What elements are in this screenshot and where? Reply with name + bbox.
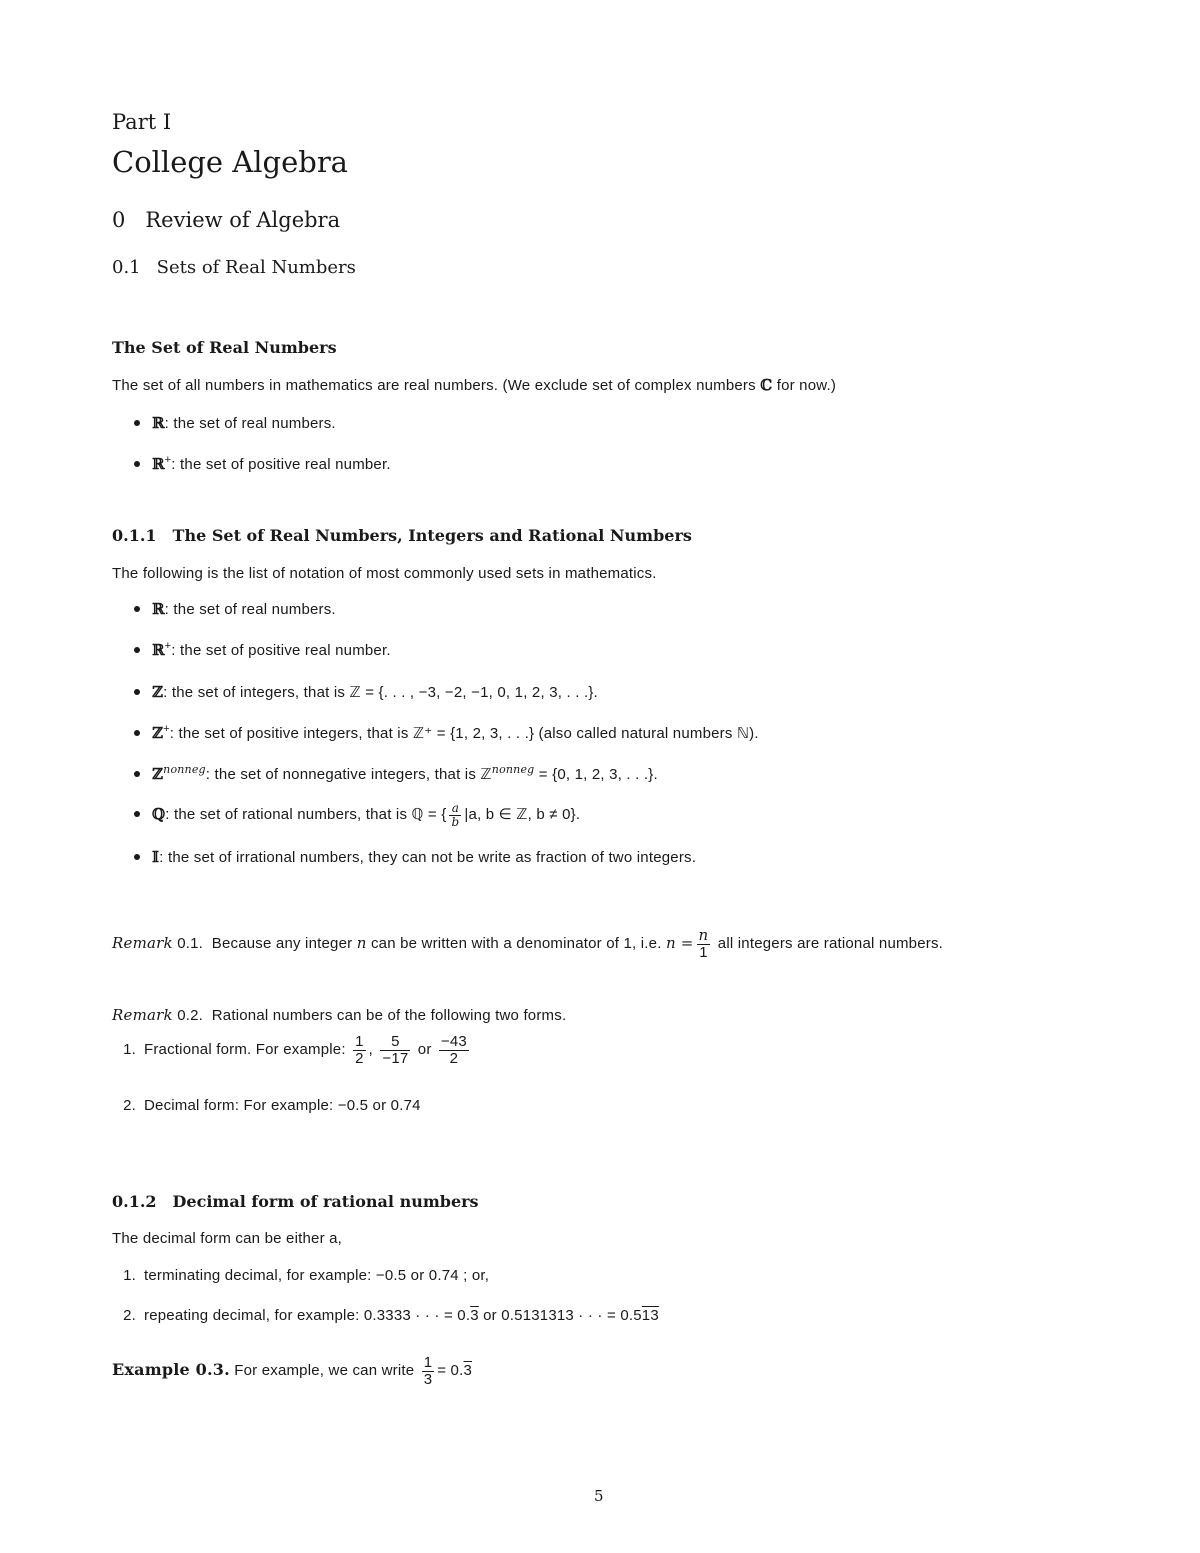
item-text: repeating decimal, for example: 0.3333 · · · = 0. xyxy=(144,1307,471,1324)
set-symbol: ℝ xyxy=(152,641,165,659)
bullet-icon xyxy=(134,647,140,653)
list-item xyxy=(134,802,580,828)
separator: , xyxy=(368,1041,373,1059)
chapter-heading xyxy=(112,208,340,232)
set-symbol: ℚ xyxy=(152,805,166,824)
part-label: Part I xyxy=(112,110,172,134)
set-symbol: ℤ xyxy=(152,765,164,783)
chapter-title: Review of Algebra xyxy=(145,208,341,232)
item-text: : the set of irrational numbers, they can not be write as fraction of two integers. xyxy=(159,849,697,866)
subsection-title: The Set of Real Numbers, Integers and Rational Numbers xyxy=(172,526,692,545)
denominator: 2 xyxy=(355,1049,364,1067)
bullet-icon xyxy=(134,730,140,736)
bullet-icon xyxy=(134,689,140,695)
remark-text: can be written with a denominator of 1, i.e. xyxy=(366,935,666,953)
item-text: Decimal form: For example: −0.5 or 0.74 xyxy=(144,1097,421,1114)
numerator: n xyxy=(698,926,709,944)
bullet-icon xyxy=(134,811,140,817)
subsection-number: 0.1.2 xyxy=(112,1192,157,1211)
numerator: 1 xyxy=(423,1354,433,1371)
list-item xyxy=(134,641,391,659)
superscript: nonneg xyxy=(491,763,535,776)
item-text: : the set of integers, that is ℤ = {. . . , −3, −2, −1, 0, 1, 2, 3, . . .}. xyxy=(163,684,598,701)
list-item xyxy=(134,724,759,742)
enum-item xyxy=(112,1034,472,1067)
subsection-intro: The decimal form can be either a, xyxy=(112,1230,343,1247)
numerator: a xyxy=(451,801,460,815)
item-text: Fractional form. For example: xyxy=(144,1041,346,1059)
denominator: −17 xyxy=(382,1049,409,1067)
remark-text: Because any integer xyxy=(211,935,357,953)
item-text: or 0.5131313 · · · = 0.5 xyxy=(478,1307,642,1324)
item-text: : the set of positive real number. xyxy=(171,456,391,473)
paragraph-intro xyxy=(112,376,836,394)
example-text: For example, we can write xyxy=(234,1362,415,1380)
list-item xyxy=(134,455,391,473)
bullet-icon xyxy=(134,854,140,860)
enum-item xyxy=(112,1097,421,1114)
item-text: terminating decimal, for example: −0.5 or 0.74 ; or, xyxy=(144,1267,490,1284)
enum-number: 2. xyxy=(123,1307,136,1324)
denominator: 3 xyxy=(423,1370,433,1388)
superscript: + xyxy=(164,454,172,466)
set-symbol: ℝ xyxy=(152,600,165,618)
superscript: + xyxy=(164,640,172,652)
numerator: −43 xyxy=(440,1033,467,1050)
numerator: 5 xyxy=(391,1033,400,1050)
item-text: : the set of positive real number. xyxy=(171,642,391,659)
superscript: + xyxy=(163,723,170,735)
repeating-digits: 13 xyxy=(641,1307,659,1324)
enum-item xyxy=(112,1307,659,1324)
remark-label: Remark xyxy=(112,1006,173,1024)
enum-item xyxy=(112,1267,489,1284)
chapter-number: 0 xyxy=(112,208,126,232)
repeating-digits: 3 xyxy=(463,1362,473,1380)
set-symbol: ℝ xyxy=(152,455,165,473)
remark-label: Remark xyxy=(112,934,173,953)
denominator: 2 xyxy=(439,1050,469,1067)
item-text-end: |a, b ∈ ℤ, b ≠ 0}. xyxy=(464,806,581,824)
intro-text-end: for now.) xyxy=(772,377,837,394)
numerator: 1 xyxy=(355,1033,364,1050)
list-item xyxy=(134,683,598,701)
bullet-icon xyxy=(134,420,140,426)
example-label: Example 0.3. xyxy=(112,1360,230,1380)
bullet-icon xyxy=(134,771,140,777)
remark-number: 0.1. xyxy=(177,935,204,953)
fraction xyxy=(422,1355,435,1388)
complex-symbol: ℂ xyxy=(760,376,773,394)
subsection-intro: The following is the list of notation of most commonly used sets in mathematics. xyxy=(112,565,657,582)
subsection-title: Decimal form of rational numbers xyxy=(172,1192,479,1211)
list-item xyxy=(134,414,336,432)
superscript: nonneg xyxy=(163,763,206,776)
remark-text: Rational numbers can be of the following two forms. xyxy=(211,1007,567,1024)
fraction xyxy=(449,802,461,828)
subsection-number: 0.1.1 xyxy=(112,526,157,545)
item-text: : the set of positive integers, that is ℤ⁺ = {1, 2, 3, . . .} (also called natural numbers ℕ). xyxy=(169,725,759,742)
example-block xyxy=(112,1355,472,1388)
part-title: College Algebra xyxy=(112,145,348,179)
enum-number: 1. xyxy=(123,1041,136,1059)
item-text: : the set of real numbers. xyxy=(164,601,336,618)
remark-number: 0.2. xyxy=(177,1007,204,1024)
item-text: : the set of rational numbers, that is ℚ = { xyxy=(165,806,447,824)
fraction xyxy=(439,1034,469,1067)
page-number: 5 xyxy=(594,1487,604,1505)
remark-block xyxy=(112,1006,566,1024)
section-number: 0.1 xyxy=(112,257,141,278)
set-symbol: ℤ xyxy=(152,683,164,701)
list-item xyxy=(134,848,696,866)
item-text: : the set of real numbers. xyxy=(164,415,336,432)
list-item xyxy=(134,600,336,618)
remark-block xyxy=(112,928,943,961)
set-symbol: ℤ xyxy=(152,724,164,742)
remark-text-end: all integers are rational numbers. xyxy=(713,935,944,953)
section-title: Sets of Real Numbers xyxy=(156,257,356,278)
equation-text: = 0. xyxy=(437,1362,464,1380)
bullet-icon xyxy=(134,461,140,467)
denominator: 1 xyxy=(697,944,711,961)
subsection-heading xyxy=(112,526,692,545)
repeating-digits: 3 xyxy=(470,1307,479,1324)
intro-text: The set of all numbers in mathematics are real numbers. (We exclude set of complex numbers xyxy=(112,377,761,394)
denominator: b xyxy=(451,814,460,829)
item-text: : the set of nonnegative integers, that is ℤ xyxy=(205,766,492,783)
list-item xyxy=(134,765,658,783)
variable: n xyxy=(356,934,367,953)
subsection-heading xyxy=(112,1192,479,1211)
fraction xyxy=(380,1034,410,1067)
paragraph-heading: The Set of Real Numbers xyxy=(112,338,337,357)
enum-number: 2. xyxy=(123,1097,136,1114)
fraction xyxy=(697,928,711,961)
set-symbol: ℝ xyxy=(152,414,165,432)
fraction xyxy=(353,1034,366,1067)
bullet-icon xyxy=(134,606,140,612)
enum-number: 1. xyxy=(123,1267,136,1284)
equation-lhs: n = xyxy=(665,934,694,953)
set-symbol: 𝕀 xyxy=(152,848,160,866)
item-text-end: = {0, 1, 2, 3, . . .}. xyxy=(534,766,658,783)
section-heading xyxy=(112,257,356,278)
separator: or xyxy=(417,1041,432,1059)
